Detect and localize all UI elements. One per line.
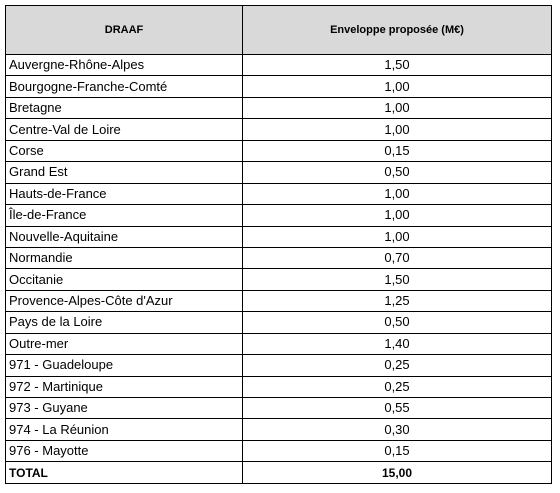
region-cell: 974 - La Réunion bbox=[6, 419, 243, 440]
table-row bbox=[6, 97, 552, 118]
amount-cell: 0,25 bbox=[243, 376, 552, 397]
table-row bbox=[6, 269, 552, 290]
amount-cell: 1,00 bbox=[243, 226, 552, 247]
amount-cell: 1,50 bbox=[243, 269, 552, 290]
amount-cell: 0,70 bbox=[243, 247, 552, 268]
amount-cell: 1,50 bbox=[243, 55, 552, 76]
amount-cell: 0,15 bbox=[243, 440, 552, 461]
table-row bbox=[6, 355, 552, 376]
table-row bbox=[6, 376, 552, 397]
amount-cell: 1,00 bbox=[243, 76, 552, 97]
amount-cell: 1,00 bbox=[243, 205, 552, 226]
table-row bbox=[6, 183, 552, 204]
region-cell: Outre-mer bbox=[6, 333, 243, 354]
table-row bbox=[6, 398, 552, 419]
amount-cell: 0,55 bbox=[243, 398, 552, 419]
table-row bbox=[6, 312, 552, 333]
amount-cell: 0,25 bbox=[243, 355, 552, 376]
region-cell: 971 - Guadeloupe bbox=[6, 355, 243, 376]
region-cell: Nouvelle-Aquitaine bbox=[6, 226, 243, 247]
table-row bbox=[6, 290, 552, 311]
amount-cell: 0,50 bbox=[243, 162, 552, 183]
region-cell: Auvergne-Rhône-Alpes bbox=[6, 55, 243, 76]
table-row bbox=[6, 333, 552, 354]
amount-cell: 1,00 bbox=[243, 97, 552, 118]
amount-cell: 1,25 bbox=[243, 290, 552, 311]
total-label: TOTAL bbox=[6, 462, 243, 483]
table-row bbox=[6, 419, 552, 440]
table-row bbox=[6, 440, 552, 461]
table-body bbox=[6, 55, 552, 484]
region-cell: Bourgogne-Franche-Comté bbox=[6, 76, 243, 97]
region-cell: Grand Est bbox=[6, 162, 243, 183]
budget-allocation-table bbox=[5, 5, 552, 484]
amount-cell: 1,00 bbox=[243, 183, 552, 204]
region-cell: Centre-Val de Loire bbox=[6, 119, 243, 140]
table-row bbox=[6, 226, 552, 247]
table-row bbox=[6, 140, 552, 161]
region-cell: Hauts-de-France bbox=[6, 183, 243, 204]
amount-cell: 1,40 bbox=[243, 333, 552, 354]
region-cell: Occitanie bbox=[6, 269, 243, 290]
table-row bbox=[6, 162, 552, 183]
table-row bbox=[6, 247, 552, 268]
budget-table-container bbox=[5, 5, 551, 486]
table-row bbox=[6, 119, 552, 140]
region-cell: 972 - Martinique bbox=[6, 376, 243, 397]
table-row bbox=[6, 55, 552, 76]
region-cell: Provence-Alpes-Côte d'Azur bbox=[6, 290, 243, 311]
column-header-draaf: DRAAF bbox=[6, 6, 243, 55]
region-cell: 976 - Mayotte bbox=[6, 440, 243, 461]
table-header-row bbox=[6, 6, 552, 55]
amount-cell: 0,50 bbox=[243, 312, 552, 333]
amount-cell: 1,00 bbox=[243, 119, 552, 140]
region-cell: Pays de la Loire bbox=[6, 312, 243, 333]
region-cell: Corse bbox=[6, 140, 243, 161]
total-amount: 15,00 bbox=[243, 462, 552, 483]
table-row bbox=[6, 76, 552, 97]
total-row bbox=[6, 462, 552, 483]
region-cell: Normandie bbox=[6, 247, 243, 268]
amount-cell: 0,15 bbox=[243, 140, 552, 161]
column-header-envelope: Enveloppe proposée (M€) bbox=[243, 6, 552, 55]
region-cell: 973 - Guyane bbox=[6, 398, 243, 419]
region-cell: Île-de-France bbox=[6, 205, 243, 226]
region-cell: Bretagne bbox=[6, 97, 243, 118]
table-row bbox=[6, 205, 552, 226]
amount-cell: 0,30 bbox=[243, 419, 552, 440]
